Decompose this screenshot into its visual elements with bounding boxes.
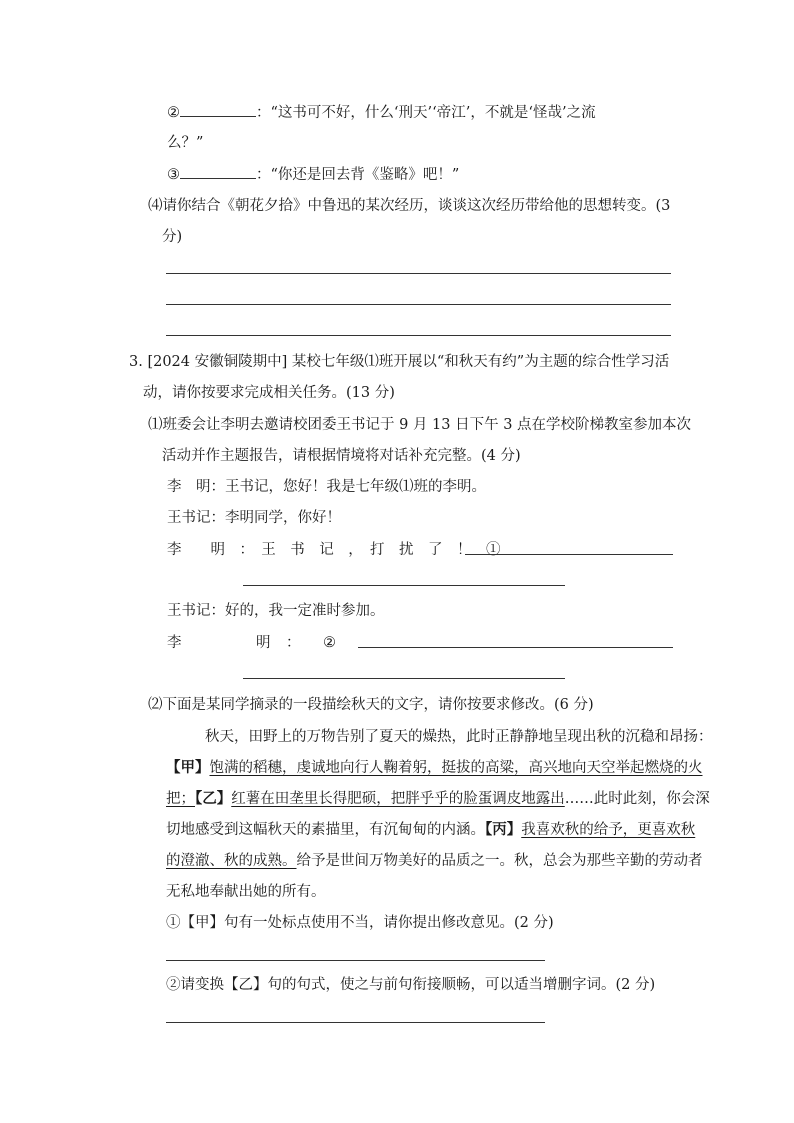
- passage-text: ……此时此刻，你会深: [564, 791, 710, 807]
- answer-blank-3[interactable]: [180, 164, 256, 179]
- q2-item-2-continuation: 么？”: [167, 135, 204, 151]
- answer-line-1a[interactable]: [465, 554, 673, 555]
- underlined-sentence-bing: 我喜欢秋的给予，更喜欢秋: [521, 822, 696, 838]
- underlined-sentence-jia: 饱满的稻穗，虔诚地向行人鞠着躬，挺拔的高粱，高兴地向天空举起燃烧的火: [209, 760, 703, 776]
- passage-text: 切地感受到这幅秋天的素描里，有沉甸甸的内涵。: [166, 822, 485, 838]
- answer-line-2a[interactable]: [358, 647, 673, 648]
- dialogue-line-5-speaker: 李: [167, 635, 182, 651]
- passage-text: 给予是世间万物美好的品质之一。秋，总会为那些辛勤的劳动者: [296, 853, 703, 869]
- item-number: ②: [167, 105, 180, 121]
- dialogue-line-5-speaker-2: 明: [256, 635, 271, 651]
- task-1: ①【甲】句有一处标点使用不当，请你提出修改意见。(2 分): [166, 915, 554, 931]
- answer-line[interactable]: [166, 273, 671, 274]
- q3-subquestion-1-continuation: 活动并作主题报告，请根据情境将对话补充完整。(4 分): [162, 448, 521, 464]
- dialogue-line-4: 王书记：好的，我一定准时参加。: [167, 603, 385, 619]
- dialogue-line-5-colon: ：: [286, 635, 301, 651]
- q3-subquestion-1: ⑴班委会让李明去邀请校团委王书记于 9 月 13 日下午 3 点在学校阶梯教室参加本次: [148, 417, 692, 433]
- answer-line-task-1[interactable]: [166, 960, 545, 961]
- item-number: ③: [167, 167, 180, 183]
- dialogue-line-3: 李 明 ： 王 书 记 ， 打 扰 了 ！ ①: [167, 542, 501, 558]
- item-text: ：“这书可不好，什么‘刑天’‘帝江’，不就是‘怪哉’之流: [256, 105, 596, 121]
- label-yi: 【乙】: [195, 791, 232, 807]
- answer-line[interactable]: [166, 304, 671, 305]
- task-2: ②请变换【乙】句的句式，使之与前句衔接顺畅，可以适当增删字词。(2 分): [166, 977, 656, 993]
- q3-subquestion-2: ⑵下面是某同学摘录的一段描绘秋天的文字，请你按要求修改。(6 分): [148, 697, 594, 713]
- passage-line-5: [166, 851, 703, 871]
- dialogue-line-2: 王书记：李明同学，你好！: [167, 510, 341, 526]
- passage-line-3: [166, 789, 710, 809]
- passage-line-6: 无私地奉献出她的所有。: [166, 884, 326, 900]
- passage-line-2: [166, 758, 703, 778]
- passage-line-1: 秋天，田野上的万物告别了夏天的燥热，此时正静静地呈现出秋的沉稳和昂扬：: [205, 729, 713, 745]
- underlined-sentence-jia-end: 把；: [166, 791, 195, 807]
- q3-heading: 3. [2024 安徽铜陵期中] 某校七年级⑴班开展以“和秋天有约”为主题的综合性学习活: [129, 354, 670, 370]
- q2-item-2: [167, 102, 596, 123]
- dialogue-line-5-number: ②: [323, 635, 336, 651]
- passage-line-4: [166, 820, 695, 840]
- answer-line-task-2[interactable]: [166, 1022, 545, 1023]
- item-text: ：“你还是回去背《鉴略》吧！”: [256, 167, 460, 183]
- q2-item-3: [167, 164, 459, 185]
- q2-subquestion-4-continuation: 分): [162, 229, 183, 245]
- answer-line[interactable]: [166, 335, 671, 336]
- answer-blank-2[interactable]: [180, 102, 256, 117]
- dialogue-line-1: 李 明：王书记，您好！我是七年级⑴班的李明。: [167, 479, 486, 495]
- label-jia: 【甲】: [166, 760, 210, 776]
- label-bing: 【丙】: [485, 822, 522, 838]
- underlined-sentence-yi: 红薯在田垄里长得肥硕，把胖乎乎的脸蛋调皮地露出: [231, 791, 565, 807]
- q2-subquestion-4: ⑷请你结合《朝花夕拾》中鲁迅的某次经历，谈谈这次经历带给他的思想转变。(3: [148, 198, 671, 214]
- underlined-sentence-bing-end: 的澄澈、秋的成熟。: [166, 853, 297, 869]
- q3-heading-continuation: 动，请你按要求完成相关任务。(13 分): [143, 385, 395, 401]
- answer-line-1b[interactable]: [243, 585, 565, 586]
- answer-line-2b[interactable]: [243, 678, 565, 679]
